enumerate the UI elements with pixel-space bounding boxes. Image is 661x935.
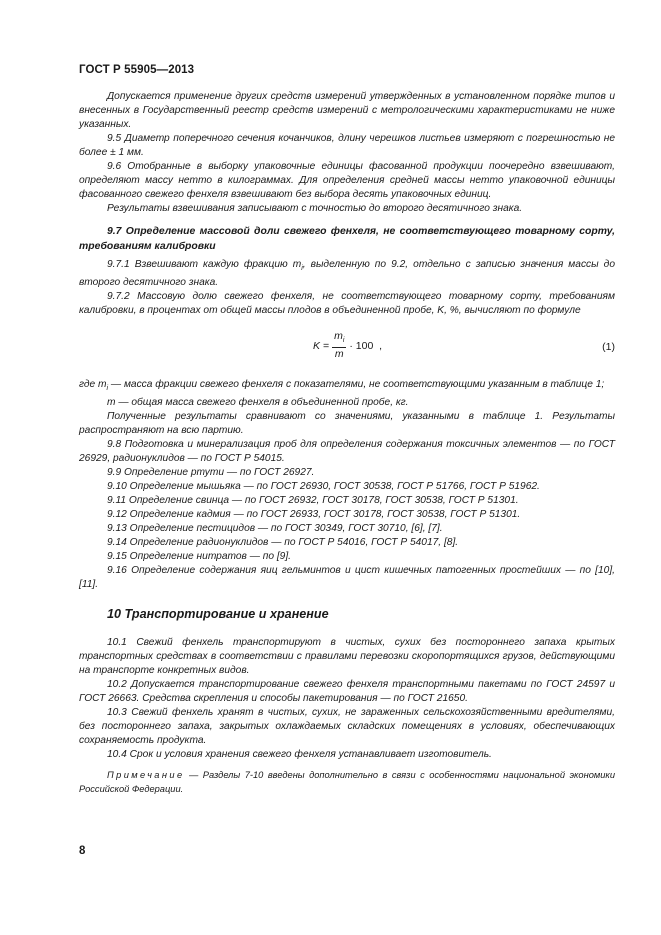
section-heading-10: 10 Транспортирование и хранение	[107, 607, 329, 622]
note-label: Примечание	[107, 770, 185, 781]
subsection-heading-9-7: 9.7 Определение массовой доли свежего фенхеля, не соответствующего товарному сорту, требованиям калибровки	[79, 226, 615, 252]
text-run: — масса фракции свежего фенхеля с показателями, не соответствующими указанным в таблице 1;	[108, 379, 605, 391]
subscript: i	[106, 385, 109, 393]
page-number: 8	[79, 845, 86, 857]
text-run: где m	[79, 379, 107, 391]
paragraph: 10.2 Допускается транспортирование свежего фенхеля транспортными пакетами по ГОСТ 24597 и ГОСТ 26663. Средства скрепления и способы пакетирования — по ГОСТ 21650.	[79, 679, 615, 705]
document-body	[79, 90, 615, 796]
note	[79, 768, 615, 796]
text-run: 9.7.1 Взвешивают каждую фракцию m	[107, 259, 302, 270]
fraction-denominator: m	[334, 348, 344, 361]
fraction-numerator	[332, 330, 346, 348]
paragraph: Допускается применение других средств измерений утвержденных в установленном порядке типов и внесенных в Государственный реестр средств измерений с метрологическими характеристиками не ниже указанных.	[79, 91, 615, 130]
paragraph: 9.10 Определение мышьяка — по ГОСТ 26930, ГОСТ 30538, ГОСТ Р 51766, ГОСТ Р 51962.	[107, 481, 540, 493]
paragraph: 9.12 Определение кадмия — по ГОСТ 26933, ГОСТ 30178, ГОСТ 30538, ГОСТ Р 51301.	[107, 509, 521, 521]
document-header: ГОСТ Р 55905—2013	[79, 64, 195, 76]
formula-rhs: · 100 ,	[349, 339, 383, 352]
paragraph: Полученные результаты сравнивают со значениями, указанными в таблице 1. Результаты распространяют на всю партию.	[79, 411, 615, 437]
numerator-symbol: m	[334, 330, 343, 343]
text-run: , выделенную по 9.2, отдельно с записью значения массы до второго десятичного знака.	[79, 259, 615, 289]
paragraph: 9.7.2 Массовую долю свежего фенхеля, не соответствующего товарному сорту, требованиям калибровки, в процентах от общей массы плодов в объединенной пробе, K, %, вычисляют по формуле	[79, 291, 615, 317]
paragraph: 10.3 Свежий фенхель хранят в чистых, сухих, не зараженных сельскохозяйственными вредителями, без постороннего запаха, закрытых охлаждаемых складских помещениях в условиях, обеспечивающих сохраняемость продукта.	[79, 707, 615, 747]
formula-expression	[313, 330, 382, 361]
where-clause	[79, 378, 615, 396]
paragraph: 9.9 Определение ртути — по ГОСТ 26927.	[107, 467, 315, 479]
formula-lhs: K =	[313, 339, 330, 352]
equation-number: (1)	[602, 341, 615, 354]
paragraph: 9.15 Определение нитратов — по [9].	[107, 551, 291, 563]
note-text: — Разделы 7-10 введены дополнительно в связи с особенностями национальной экономики Российской Федерации.	[79, 770, 615, 795]
paragraph: 9.5 Диаметр поперечного сечения кочанчиков, длину черешков листьев измеряют с погрешностью не более ± 1 мм.	[79, 133, 615, 158]
numerator-subscript: i	[342, 337, 345, 345]
where-clause	[79, 396, 615, 410]
paragraph: Результаты взвешивания записывают с точностью до второго десятичного знака.	[107, 203, 523, 214]
paragraph	[79, 258, 615, 290]
formula-fraction	[332, 330, 346, 361]
paragraph: 9.16 Определение содержания яиц гельминтов и цист кишечных патогенных простейших — по [10], [11].	[79, 565, 615, 591]
paragraph: 10.1 Свежий фенхель транспортируют в чистых, сухих без постороннего запаха крытых транспортных средствах в соответствии с правилами перевозки скоропортящихся грузов, действующими на транспорте конкретных видов.	[79, 637, 615, 677]
paragraph: 9.8 Подготовка и минерализация проб для определения содержания токсичных элементов — по ГОСТ 26929, радионуклидов — по ГОСТ Р 54015.	[79, 439, 615, 465]
paragraph: 10.4 Срок и условия хранения свежего фенхеля устанавливает изготовитель.	[107, 749, 492, 761]
paragraph: 9.6 Отобранные в выборку упаковочные единицы фасованной продукции поочередно взвешивают, определяют массу нетто в килограммах. Для определения средней массы нетто упаковочной единицы фасованного свежего фенхеля взвешивают без выбора десять упаковочных единиц.	[79, 161, 615, 200]
formula-block	[79, 328, 615, 368]
paragraph: 9.14 Определение радионуклидов — по ГОСТ Р 54016, ГОСТ Р 54017, [8].	[107, 537, 459, 549]
text-run: m — общая масса свежего фенхеля в объединенной пробе, кг.	[107, 397, 409, 409]
paragraph: 9.13 Определение пестицидов — по ГОСТ 30349, ГОСТ 30710, [6], [7].	[107, 523, 443, 535]
subscript: i	[301, 265, 303, 273]
paragraph: 9.11 Определение свинца — по ГОСТ 26932, ГОСТ 30178, ГОСТ 30538, ГОСТ Р 51301.	[107, 495, 519, 507]
